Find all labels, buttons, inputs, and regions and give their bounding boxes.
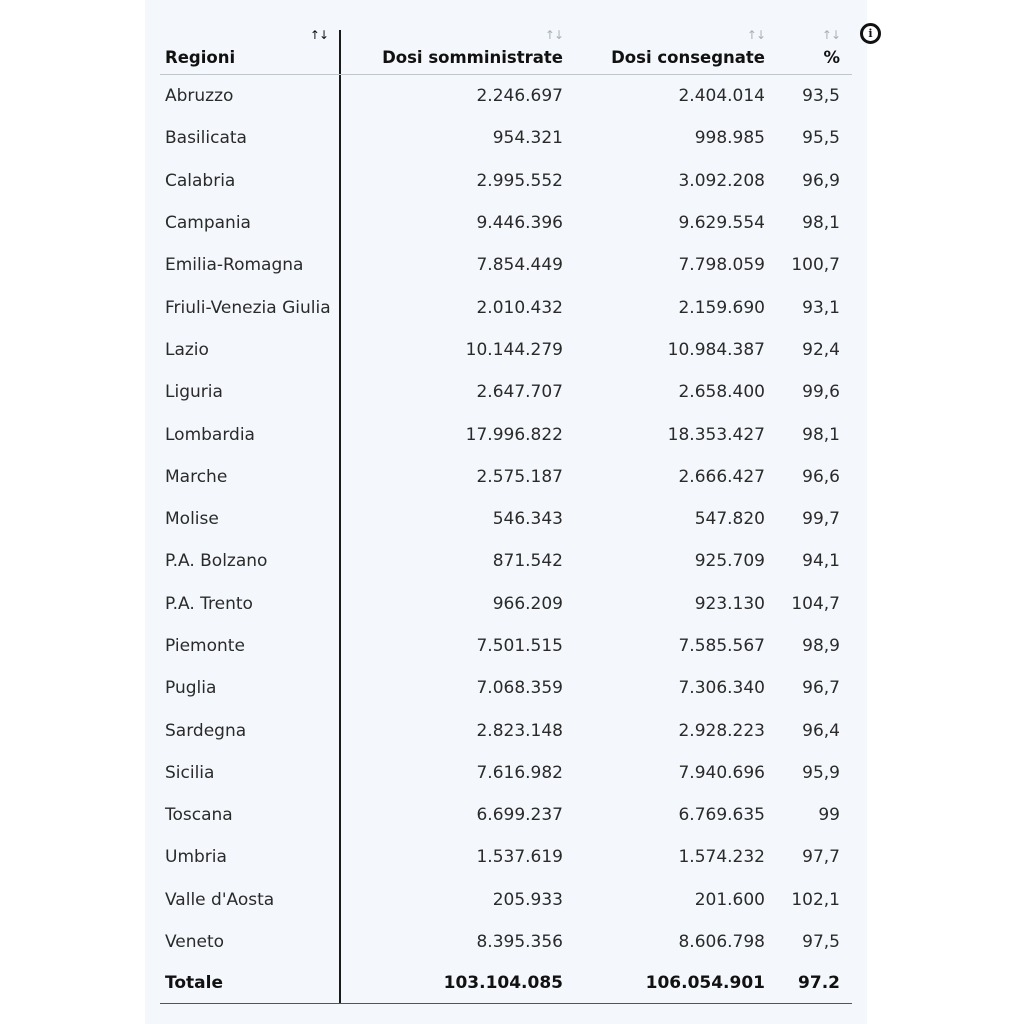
cell-administered: 8.395.356 xyxy=(476,932,563,953)
cell-percent: 94,1 xyxy=(802,551,840,572)
cell-region: Sardegna xyxy=(165,720,247,741)
sort-arrows-icon[interactable]: ↑↓ xyxy=(746,28,765,42)
table-row xyxy=(160,498,852,540)
cell-delivered: 547.820 xyxy=(694,509,765,530)
cell-administered: 7.616.982 xyxy=(476,762,563,783)
cell-delivered: 8.606.798 xyxy=(678,932,765,953)
cell-percent: 99 xyxy=(818,805,840,826)
header-dosi-somministrate[interactable] xyxy=(340,28,563,74)
sort-arrows-icon[interactable]: ↑↓ xyxy=(821,28,840,42)
cell-percent: 98,1 xyxy=(802,213,840,234)
table-row xyxy=(160,921,852,963)
table-row xyxy=(160,667,852,709)
info-icon[interactable]: i xyxy=(860,23,881,44)
cell-administered: 2.823.148 xyxy=(476,720,563,741)
cell-administered: 7.068.359 xyxy=(476,678,563,699)
cell-delivered: 2.404.014 xyxy=(678,86,765,107)
cell-administered: 2.995.552 xyxy=(476,170,563,191)
table-row xyxy=(160,75,852,117)
table-row xyxy=(160,709,852,751)
cell-delivered: 201.600 xyxy=(694,889,765,910)
cell-administered: 871.542 xyxy=(492,551,563,572)
table-row xyxy=(160,244,852,286)
table-row xyxy=(160,371,852,413)
cell-administered: 7.501.515 xyxy=(476,636,563,656)
table-row xyxy=(160,836,852,878)
cell-region: Veneto xyxy=(165,932,225,953)
cell-percent: 104,7 xyxy=(791,593,840,614)
cell-delivered: 7.585.567 xyxy=(678,636,765,656)
vaccine-doses-table xyxy=(160,20,852,1004)
cell-delivered: 7.798.059 xyxy=(678,255,765,276)
cell-administered: 1.537.619 xyxy=(476,847,563,868)
cell-region: P.A. Bolzano xyxy=(165,551,268,572)
cell-delivered: 2.159.690 xyxy=(678,297,765,318)
cell-percent: 96,7 xyxy=(802,678,840,699)
cell-percent: 95,9 xyxy=(802,762,840,783)
cell-percent: 98,9 xyxy=(802,636,840,656)
header-label: Regioni xyxy=(165,48,236,67)
cell-delivered: 2.658.400 xyxy=(678,382,765,403)
cell-administered: 966.209 xyxy=(492,593,563,614)
cell-region: Valle d'Aosta xyxy=(165,889,275,910)
cell-delivered: 1.574.232 xyxy=(678,847,765,868)
cell-delivered: 10.984.387 xyxy=(667,339,765,360)
cell-percent: 97,5 xyxy=(802,932,840,953)
cell-percent: 93,1 xyxy=(802,297,840,318)
cell-region: Calabria xyxy=(165,170,236,191)
cell-delivered: 3.092.208 xyxy=(678,170,765,191)
cell-region: P.A. Trento xyxy=(165,593,253,614)
cell-administered: 2.647.707 xyxy=(476,382,563,403)
cell-percent: 92,4 xyxy=(802,339,840,360)
cell-region: Abruzzo xyxy=(165,86,234,107)
cell-delivered: 2.928.223 xyxy=(678,720,765,741)
cell-delivered: 998.985 xyxy=(694,128,765,149)
cell-region: Lazio xyxy=(165,339,209,360)
cell-delivered: 2.666.427 xyxy=(678,466,765,487)
cell-administered: 546.343 xyxy=(492,509,563,530)
cell-percent: 102,1 xyxy=(791,889,840,910)
cell-region: Friuli-Venezia Giulia xyxy=(165,297,331,318)
total-administered: 103.104.085 xyxy=(443,973,563,994)
cell-administered: 10.144.279 xyxy=(465,339,563,360)
cell-administered: 2.246.697 xyxy=(476,86,563,107)
header-percent[interactable] xyxy=(765,28,840,74)
cell-delivered: 6.769.635 xyxy=(678,805,765,826)
cell-percent: 99,7 xyxy=(802,509,840,530)
header-label: % xyxy=(823,48,840,67)
cell-region: Lombardia xyxy=(165,424,255,445)
table-total-row xyxy=(160,963,852,1004)
table-row xyxy=(160,752,852,794)
header-label: Dosi somministrate xyxy=(382,48,563,67)
cell-region: Marche xyxy=(165,466,228,487)
cell-region: Campania xyxy=(165,213,251,234)
total-label: Totale xyxy=(165,973,223,994)
table-row xyxy=(160,286,852,328)
total-delivered: 106.054.901 xyxy=(645,973,765,994)
table-row xyxy=(160,413,852,455)
cell-delivered: 923.130 xyxy=(694,593,765,614)
cell-region: Umbria xyxy=(165,847,227,868)
header-label: Dosi consegnate xyxy=(611,48,765,67)
table-row xyxy=(160,540,852,582)
cell-delivered: 925.709 xyxy=(694,551,765,572)
table-row xyxy=(160,794,852,836)
cell-administered: 954.321 xyxy=(492,128,563,149)
sort-arrows-icon[interactable]: ↑↓ xyxy=(544,28,563,42)
table-row xyxy=(160,329,852,371)
cell-administered: 2.010.432 xyxy=(476,297,563,318)
cell-region: Puglia xyxy=(165,678,217,699)
cell-percent: 100,7 xyxy=(791,255,840,276)
cell-administered: 205.933 xyxy=(492,889,563,910)
table-row xyxy=(160,456,852,498)
cell-region: Toscana xyxy=(165,805,233,826)
cell-percent: 96,9 xyxy=(802,170,840,191)
cell-percent: 98,1 xyxy=(802,424,840,445)
cell-percent: 99,6 xyxy=(802,382,840,403)
cell-delivered: 18.353.427 xyxy=(667,424,765,445)
cell-percent: 96,6 xyxy=(802,466,840,487)
cell-percent: 97,7 xyxy=(802,847,840,868)
total-percent: 97.2 xyxy=(798,973,840,994)
table-row xyxy=(160,879,852,921)
cell-delivered: 7.940.696 xyxy=(678,762,765,783)
cell-region: Molise xyxy=(165,509,219,530)
sort-arrows-icon[interactable]: ↑↓ xyxy=(309,28,328,42)
cell-administered: 9.446.396 xyxy=(476,213,563,234)
table-header-row xyxy=(160,20,852,75)
cell-region: Sicilia xyxy=(165,762,215,783)
table-row xyxy=(160,117,852,159)
cell-region: Piemonte xyxy=(165,636,245,656)
table-row xyxy=(160,160,852,202)
cell-region: Basilicata xyxy=(165,128,247,149)
cell-administered: 7.854.449 xyxy=(476,255,563,276)
table-body xyxy=(160,75,852,963)
cell-region: Emilia-Romagna xyxy=(165,255,304,276)
cell-percent: 93,5 xyxy=(802,86,840,107)
cell-delivered: 9.629.554 xyxy=(678,213,765,234)
cell-delivered: 7.306.340 xyxy=(678,678,765,699)
cell-administered: 6.699.237 xyxy=(476,805,563,826)
cell-administered: 2.575.187 xyxy=(476,466,563,487)
cell-percent: 95,5 xyxy=(802,128,840,149)
table-row xyxy=(160,202,852,244)
table-row xyxy=(160,583,852,625)
table-row xyxy=(160,625,852,667)
header-regioni[interactable] xyxy=(160,28,340,74)
cell-percent: 96,4 xyxy=(802,720,840,741)
cell-administered: 17.996.822 xyxy=(465,424,563,445)
header-dosi-consegnate[interactable] xyxy=(563,28,765,74)
cell-region: Liguria xyxy=(165,382,223,403)
